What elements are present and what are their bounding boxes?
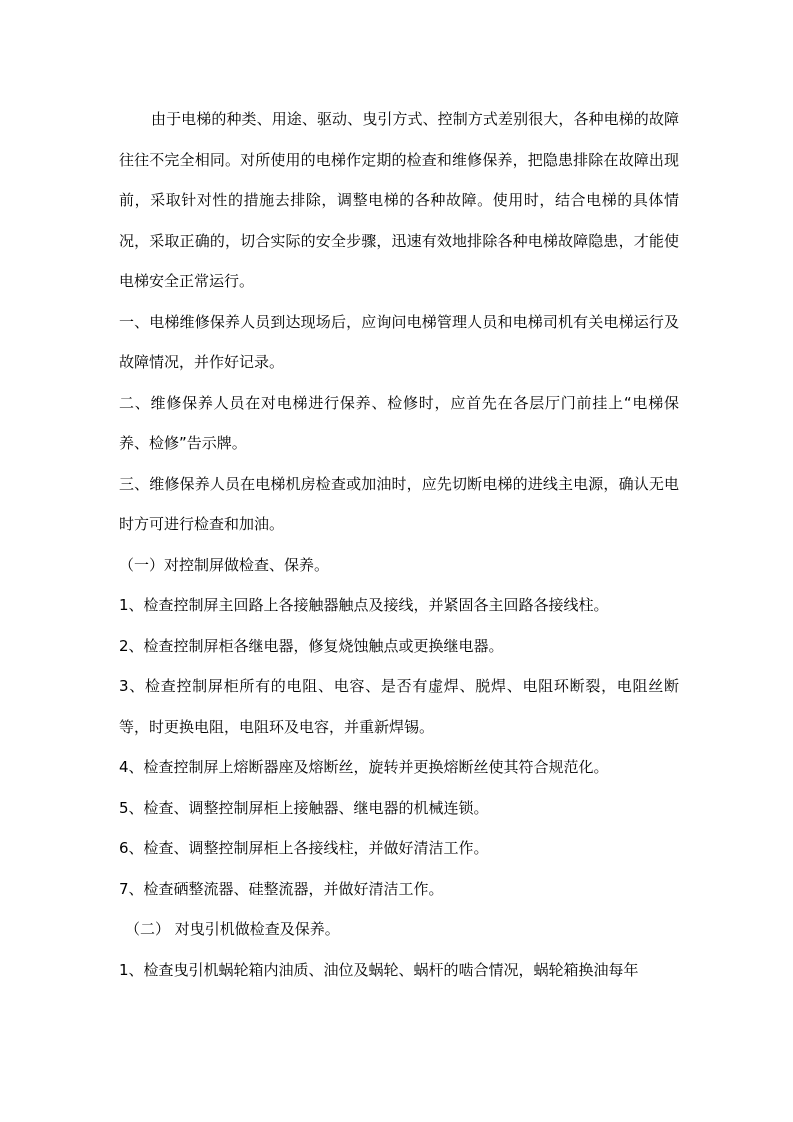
section-1-item-4: 4、检查控制屏上熔断器座及熔断丝，旋转并更换熔断丝使其符合规范化。	[119, 758, 609, 776]
section-1-item-6: 6、检查、调整控制屏柜上各接线柱，并做好清洁工作。	[119, 839, 489, 857]
item-3-paragraph: 三、维修保养人员在电梯机房检查或加油时，应先切断电梯的进线主电源，确认无电时方可进行检查和加油。	[119, 474, 679, 533]
intro-paragraph: 由于电梯的种类、用途、驱动、曳引方式、控制方式差别很大，各种电梯的故障往往不完全相同。对所使用的电梯作定期的检查和维修保养，把隐患排除在故障出现前，采取针对性的措施去排除，调整电梯的各种故障。使用时，结合电梯的具体情况，采取正确的，切合实际的安全步骤，迅速有效地排除各种电梯故障隐患，才能使电梯安全正常运行。	[119, 110, 679, 290]
section-1-item-7: 7、检查硒整流器、硅整流器，并做好清洁工作。	[119, 879, 444, 898]
section-1-item-3: 3、检查控制屏柜所有的电阻、电容、是否有虚焊、脱焊、电阻环断裂，电阻丝断等，时更换电阻，电阻环及电容，并重新焊锡。	[119, 677, 679, 736]
section-1-heading: （一）对控制屏做检查、保养。	[119, 555, 330, 574]
section-2-heading: （二） 对曳引机做检查及保养。	[125, 920, 340, 938]
section-1-item-1: 1、检查控制屏主回路上各接触器触点及接线，并紧固各主回路各接线柱。	[119, 596, 609, 614]
section-1-item-5: 5、检查、调整控制屏柜上接触器、继电器的机械连锁。	[119, 798, 489, 817]
item-2-paragraph: 二、维修保养人员在对电梯进行保养、检修时，应首先在各层厅门前挂上“电梯保养、检修”告示牌。	[119, 393, 679, 452]
document-body	[119, 99, 679, 990]
section-2-item-1: 1、检查曳引机蜗轮箱内油质、油位及蜗轮、蜗杆的啮合情况，蜗轮箱换油每年	[119, 960, 639, 979]
item-1-paragraph: 一、电梯维修保养人员到达现场后，应询问电梯管理人员和电梯司机有关电梯运行及故障情况，并作好记录。	[119, 312, 679, 371]
section-1-item-2: 2、检查控制屏柜各继电器，修复烧蚀触点或更换继电器。	[119, 636, 504, 655]
